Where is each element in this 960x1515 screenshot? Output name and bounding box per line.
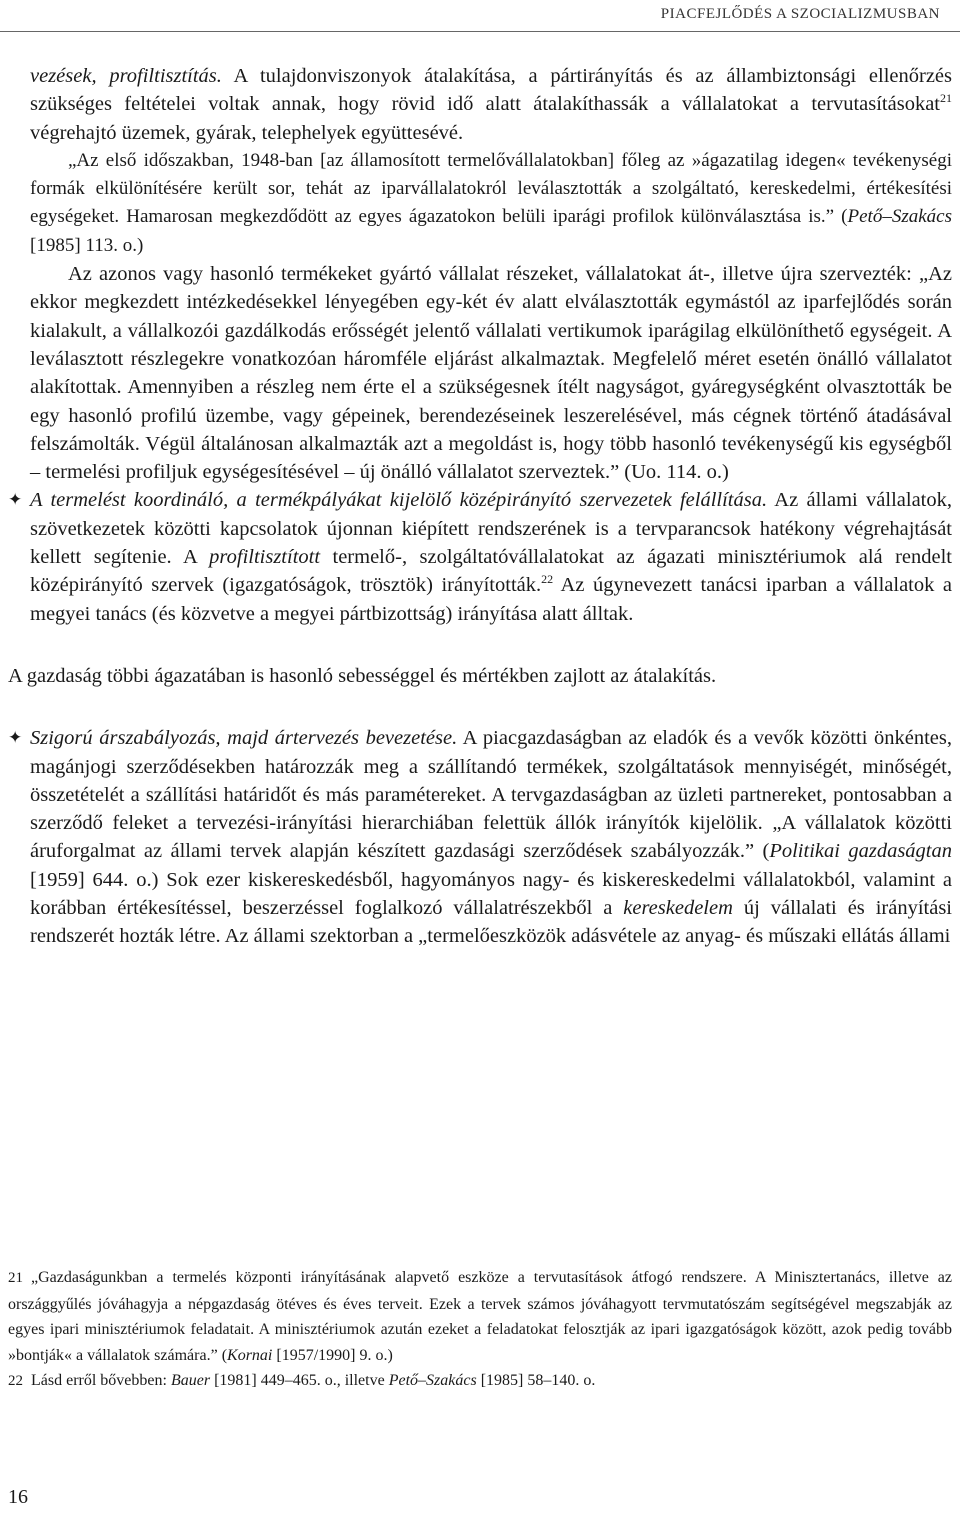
bullet-text: termelő-, szolgáltatóvállalatokat az ágazati minisztériumok alá rendelt középirányító szervek (igazgatóságok, trösztök) irányították. [30,546,952,597]
citation-author: Pető–Szakács [388,1372,477,1389]
bullet-text: új vállalati és irányítási rendszerét hozták létre. Az állami szektorban a „termelőeszközök adásvétele az anyag- és műszaki ellátás állami [30,897,952,948]
bullet-heading: Szigorú árszabályozás, majd ártervezés bevezetése. [30,727,458,750]
italic-lead: vezések, profiltisztítás. [30,65,222,87]
footnote-text: Lásd erről bővebben: [31,1372,171,1389]
italic-term: kereskedelem [623,897,733,920]
main-text [8,62,952,951]
citation-title: Politikai gazdaságtan [769,840,952,863]
paragraph-intro [8,62,952,147]
quote-text: „Az első időszakban, 1948-ban [az államosított termelővállalatokban] főleg az »ágazatilag idegen« tevékenységi formák elkülönítésére került sor, tehát az iparvállalatokról leválasztották a szolgáltató, kereskedelmi, értékesítési egységeket. Hamarosan megkezdődött az egyes ágazatokon belüli iparági profilok különválasztása is.” ( [30,149,952,228]
citation-author: Kornai [227,1346,273,1364]
footnote-text: [1981] 449–465. o., illetve [210,1372,389,1389]
footnote-text: [1985] 58–140. o. [476,1372,596,1389]
italic-term: profiltisztított [209,546,321,569]
paragraph-text: A tulajdonviszonyok átalakítása, a pártirányítás és az állambiztonsági ellenőrzés szükséges feltételei voltak annak, hogy rövid idő alatt átalakíthassák a vállalatokat a tervutasításokat [30,65,952,116]
bullet-item-coordination [8,486,952,627]
footnote-21 [8,1265,952,1368]
bullet-text: A piacgazdaságban az eladók és a vevők közötti önkéntes, magánjogi szerződésekben határozzák meg a szállítandó termékek, szolgáltatások mennyiségét, minőségét, összetételét a szállítási határidőt és más paramétereket. A tervgazdaságban az üzleti partnereket, pontosabban a szerződő feleket a tervezési-irányítási hierarchiában felettük állók irányítók kijelölik. „A vállalatok közötti áruforgalmat az állami tervek alapján készített gazdasági szerződések szabályozzák.” ( [30,727,952,863]
footnote-text: „Gazdaságunkban a termelés központi irányításának alapvető eszköze a tervutasítások átfogó rendszere. A Minisztertanács, illetve az országgyűlés jóváhagyja a népgazdaság ötéves és éves terveit. Ezek a tervek számos jóváhagyott tervmutatószám segítségével megszabják az egyes ipari minisztériumok feladatait. A minisztériumok azután ezeket a feladatokat felosztják az ipari igazgatóságok között, azok pedig tovább »bontják« a vállalatok számára.” ( [8,1269,952,1364]
bullet-text: Az állami vállalatok, szövetkezetek közötti kapcsolatok újonnan kiépített rendszerének is a tervparancsok hatékony végrehajtását kellett segítenie. A [30,489,952,569]
running-header: PIACFEJLŐDÉS A SZOCIALIZMUSBAN [660,6,940,22]
citation-author: Bauer [170,1372,211,1389]
page-number: 16 [8,1486,28,1508]
bullet-item-pricing [8,724,952,950]
citation-author: Pető–Szakács [847,206,952,228]
paragraph-reorganization [8,260,952,486]
four-point-star-icon: ✦ [8,490,23,511]
paragraph-text: Az azonos vagy hasonló termékeket gyártó vállalat részeket, vállalatokat át-, illetve újra szervezték: „Az ekkor megkezdett intézkedésekkel lényegében egy-két év alatt elválasztották egymástól az iparfejlődés során kialakult, a vállalkozói gazdálkodás erősségét jelentő vállalati vertikumok iparágilag elkülöníthető egységeit. A leválasztott részlegekre vonatkozóan háromféle eljárást alkalmaztak. Megfelelő méret esetén önálló vállalatot alakítottak. Amennyiben a részleg nem érte el a szükségesnek ítélt nagyságot, gyáregységként olvasztották be egy hasonló profilú üzembe, vagy gépeinek, berendezéseinek leszerelésével, más cégnek történő átadásával felszámolták. Végül általánosan alkalmazták azt a megoldást is, hogy több hasonló tevékenységű kis egységből – termelési profiljuk egységesítésével – új önálló vállalatot szerveztek.” (Uo. 114. o.) [30,263,952,484]
citation-ref: [1985] 113. o.) [30,234,144,256]
header-divider [0,31,960,32]
footnote-ref-22[interactable]: 22 [541,572,554,587]
footnote-22 [8,1368,952,1395]
four-point-star-icon: ✦ [8,728,23,749]
bullet-heading: A termelést koordináló, a termékpályákat kijelölő középirányító szervezetek felállítása. [30,489,768,512]
standalone-sentence: A gazdaság többi ágazatában is hasonló sebességgel és mértékben zajlott az átalakítás. [8,664,717,687]
footnote-number: 22 [8,1373,23,1389]
footnotes [8,1265,952,1395]
footnote-text: [1957/1990] 9. o.) [272,1346,393,1364]
paragraph-text: végrehajtó üzemek, gyárak, telephelyek együttesévé. [30,121,464,144]
footnote-ref-21[interactable]: 21 [940,91,952,106]
block-quote [8,147,952,260]
footnote-number: 21 [8,1270,23,1286]
bullet-text: Az úgynevezett tanácsi iparban a vállalatok a megyei tanács (és közvetve a megyei pártbizottság) irányítása alatt álltak. [30,574,952,625]
bullet-text: [1959] 644. o.) Sok ezer kiskereskedésből, hagyományos nagy- és kiskereskedelmi vállalatokból, valamint a korábban értékesítéssel, beszerzéssel foglalkozó vállalatrészekből a [30,868,952,920]
